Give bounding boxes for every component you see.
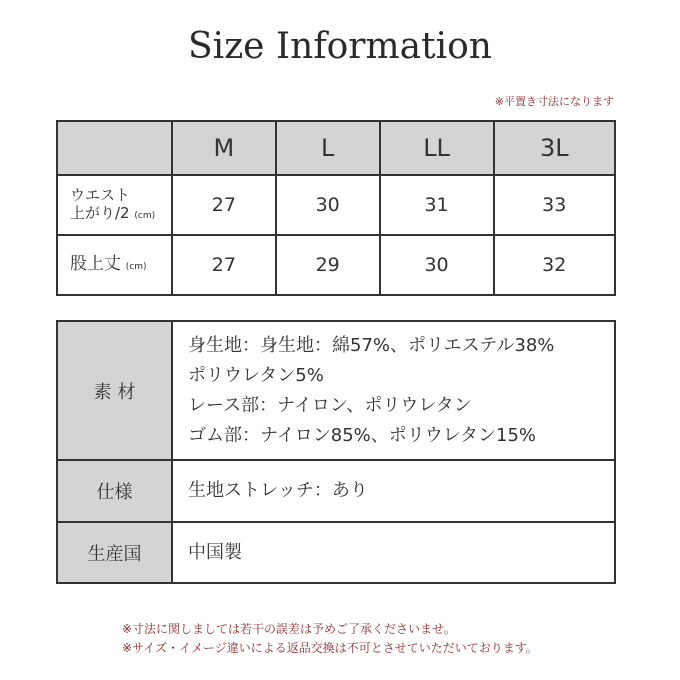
table-row [57, 321, 615, 460]
origin-label: 生産国 [57, 522, 172, 583]
page-title: Size Information [188, 26, 492, 67]
row-label-line: 股上丈 [70, 253, 121, 274]
row-label-rise [57, 235, 172, 295]
size-header-row [57, 121, 615, 175]
material-line: 身生地：身生地：綿57%、ポリエステル38% [188, 334, 555, 356]
spec-value: 生地ストレッチ：あり [172, 460, 615, 522]
size-header-l: L [276, 121, 380, 175]
unit-label: (cm) [125, 261, 147, 272]
origin-value: 中国製 [172, 522, 615, 583]
spec-label: 仕様 [57, 460, 172, 522]
size-header-m: M [172, 121, 276, 175]
material-line: レース部：ナイロン、ポリウレタン [188, 394, 472, 416]
material-line: ゴム部：ナイロン85%、ポリウレタン15% [188, 424, 537, 446]
material-value [172, 321, 615, 460]
table-cell: 32 [494, 235, 615, 295]
unit-label: (cm) [134, 210, 156, 221]
material-line: ポリウレタン5% [188, 364, 324, 386]
table-cell: 27 [172, 175, 276, 235]
flat-measurement-note: ※平置き寸法になります [494, 95, 614, 108]
size-table [56, 120, 616, 296]
size-header-3l: 3L [494, 121, 615, 175]
row-label-line: ウエスト [70, 185, 131, 204]
table-cell: 27 [172, 235, 276, 295]
table-cell: 30 [380, 235, 494, 295]
tolerance-note: ※寸法に関しましては若干の誤差は予めご了承くださいませ。 [122, 622, 456, 636]
table-row [57, 235, 615, 295]
material-label: 素 材 [57, 321, 172, 460]
table-cell: 30 [276, 175, 380, 235]
row-label-line: 上がり/2 [70, 203, 130, 222]
table-row [57, 175, 615, 235]
table-cell: 31 [380, 175, 494, 235]
table-cell: 29 [276, 235, 380, 295]
table-row [57, 460, 615, 522]
table-row [57, 522, 615, 583]
corner-cell [57, 121, 172, 175]
return-policy-note: ※サイズ・イメージ違いによる返品交換は不可とさせていただいております。 [122, 641, 538, 655]
row-label-waist [57, 175, 172, 235]
spec-table [56, 320, 616, 584]
size-header-ll: LL [380, 121, 494, 175]
table-cell: 33 [494, 175, 615, 235]
